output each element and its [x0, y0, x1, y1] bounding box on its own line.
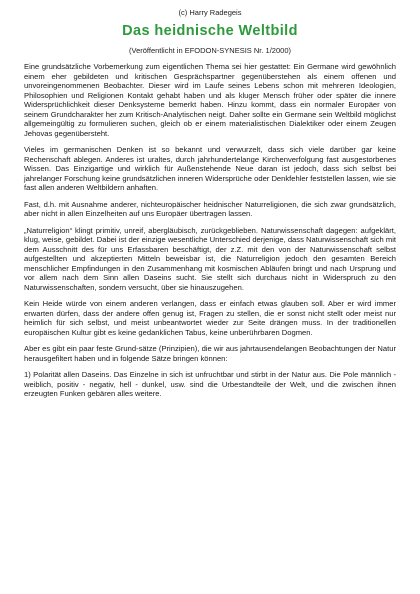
page-title: Das heidnische Weltbild: [122, 23, 298, 39]
paragraph-nature-religion: „Naturreligion“ klingt primitiv, unreif, abergläubisch, zurückgeblieben. Naturwissenschaft dagegen: aufgeklärt, klug, weise, gebildet. Dabei ist der einzige wesentliche Unterschied derjenige, dass Naturwissenschaft sich mit dem Ausschnitt des für uns Erfassbaren beschäftigt, der z.Z. mit den von der Naturwissenschaft selbst aufgestellten und akzeptierten Mitteln beweisbar ist, die Naturreligion jedoch den gesamten Bereich menschlicher Empfindungen in den Zusammenhang mit kosmischen Abläufen bringt und nach Ursprung und vor allem nach dem Sinn allen Daseins sucht. Sie stellt sich durchaus nicht in Widerspruch zu den Naturwissenschaften, sondern versucht, über sie hinauszugehen.: [24, 225, 396, 292]
paragraph-principles-intro: Aber es gibt ein paar feste Grund-sätze (Prinzipien), die wir aus jahrtausendelangen Beobachtungen der Natur herausgefiltert haben und in folgende Sätze bringen können:: [24, 344, 396, 363]
paragraph-exception: Fast, d.h. mit Ausnahme anderer, nichteuropäischer heidnischer Naturreligionen, die sich zwar grundsätzlich, aber nicht in allen Einzelheiten auf uns Europäer übertragen lassen.: [24, 199, 396, 218]
publication-note: (Veröffentlicht in EFODON-SYNESIS Nr. 1/2000): [128, 46, 291, 55]
paragraph-no-dogmas: Kein Heide würde von einem anderen verlangen, dass er einfach etwas glauben soll. Aber er wird immer erwarten dürfen, dass der andere offen genug ist, Fragen zu stellen, die er sonst nicht stellt oder meist nur heimlich für sich selbst, und meist unbeantwortet wieder zur Seite drängen muss. In der traditionellen europäischen Kultur gibt es keine gedanklichen Tabus, keine unberührbaren Dogmen.: [24, 299, 396, 337]
paragraph-intro: Eine grundsätzliche Vorbemerkung zum eigentlichen Thema sei hier gestattet: Ein Germane wird gewöhnlich einem eher gebildeten und kritischen Gesprächspartner gegenüberstehen als einem offenen und unvoreingenommenen Beobachter. Dieser wird im Laufe seines Lebens schon mit mehreren Ideologien, Philosophien und Religionen Kontakt gehabt haben und als kluger Mensch früher oder später die innere Widersprüchlichkeit dieser Denksysteme bemerkt haben. Hinzu kommt, dass ein normaler Europäer von seinem Grundcharakter her zum Kritisch-Analytischen neigt. Daher sollte ein Germane sein Weltbild möglichst allgemeingültig zu formulieren suchen, gleich ob er einem materialistischen Dialektiker oder einem Zeugen Jehovas gegenübersteht.: [24, 62, 396, 138]
copyright-line: (c) Harry Radegeis: [178, 8, 242, 17]
paragraph-principle-polarity: 1) Polarität allen Daseins. Das Einzelne in sich ist unfruchtbar und stirbt in der Natur aus. Die Pole männlich - weiblich, positiv - negativ, hell - dunkel, usw. sind die Urbestandteile der Welt, und die zwischen ihnen erzeugten Funken gebären alles weitere.: [24, 370, 396, 398]
paragraph-germanic-thought: Vieles im germanischen Denken ist so bekannt und verwurzelt, dass sich viele darüber gar keine Rechenschaft ablegen. Anderes ist uraltes, durch jahrhundertelange Kirchenverfolgung fast ausgestorbenes Wissen. Das Einzigartige und wirklich für Außenstehende Neue daran ist jedoch, dass sich selbst bei jahrelanger Forschung keine grundsätzlichen inneren Widersprüche oder Denkfehler feststellen lassen, wie sie fast allen anderen Weltbildern anhaften.: [24, 145, 396, 192]
